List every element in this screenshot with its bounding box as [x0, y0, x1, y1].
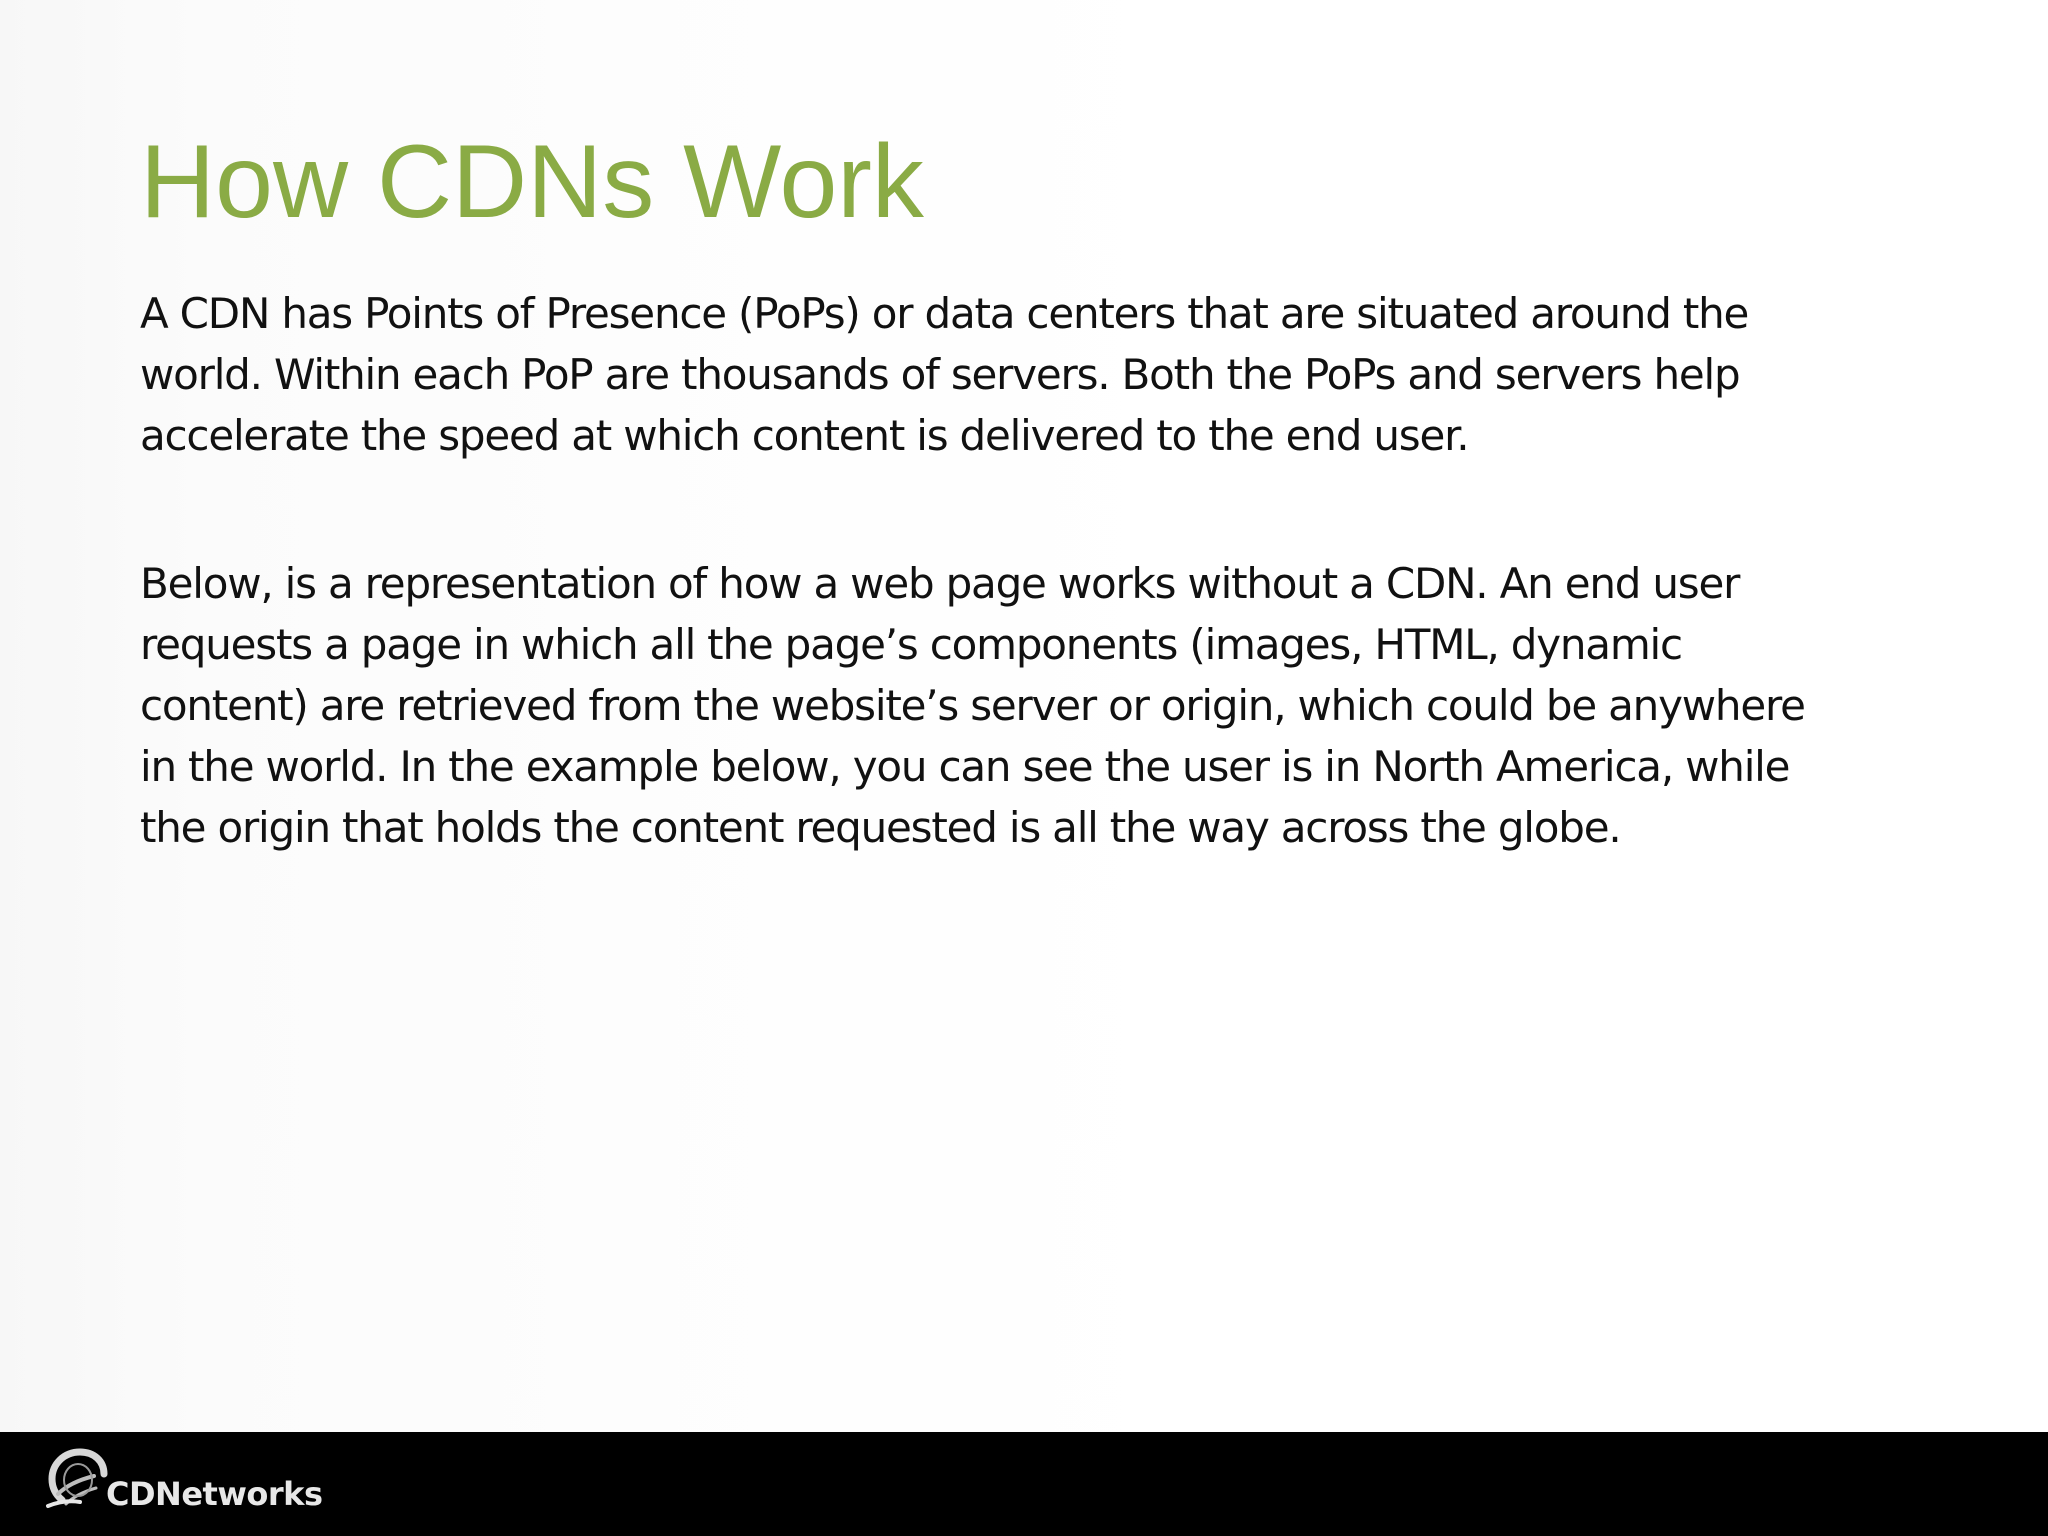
cdnetworks-logo-icon	[44, 1446, 114, 1518]
paragraph-pops-intro	[140, 283, 1960, 466]
paragraph-line: accelerate the speed at which content is delivered to the end user.	[140, 411, 1469, 460]
paragraph-line: A CDN has Points of Presence (PoPs) or data centers that are situated around the	[140, 289, 1749, 338]
paragraph-line: the origin that holds the content requested is all the way across the globe.	[140, 803, 1621, 852]
logo-wordmark: CDNetworks	[106, 1475, 323, 1513]
slide-title: How CDNs Work	[140, 124, 924, 240]
paragraph-without-cdn	[140, 553, 1960, 858]
paragraph-line: requests a page in which all the page’s components (images, HTML, dynamic	[140, 620, 1682, 669]
paragraph-line: Below, is a representation of how a web page works without a CDN. An end user	[140, 559, 1740, 608]
paragraph-line: world. Within each PoP are thousands of servers. Both the PoPs and servers help	[140, 350, 1740, 399]
paragraph-line: content) are retrieved from the website’s server or origin, which could be anywhere	[140, 681, 1805, 730]
paragraph-line: in the world. In the example below, you can see the user is in North America, while	[140, 742, 1790, 791]
footer-bar	[0, 1432, 2048, 1536]
company-logo	[44, 1446, 324, 1526]
